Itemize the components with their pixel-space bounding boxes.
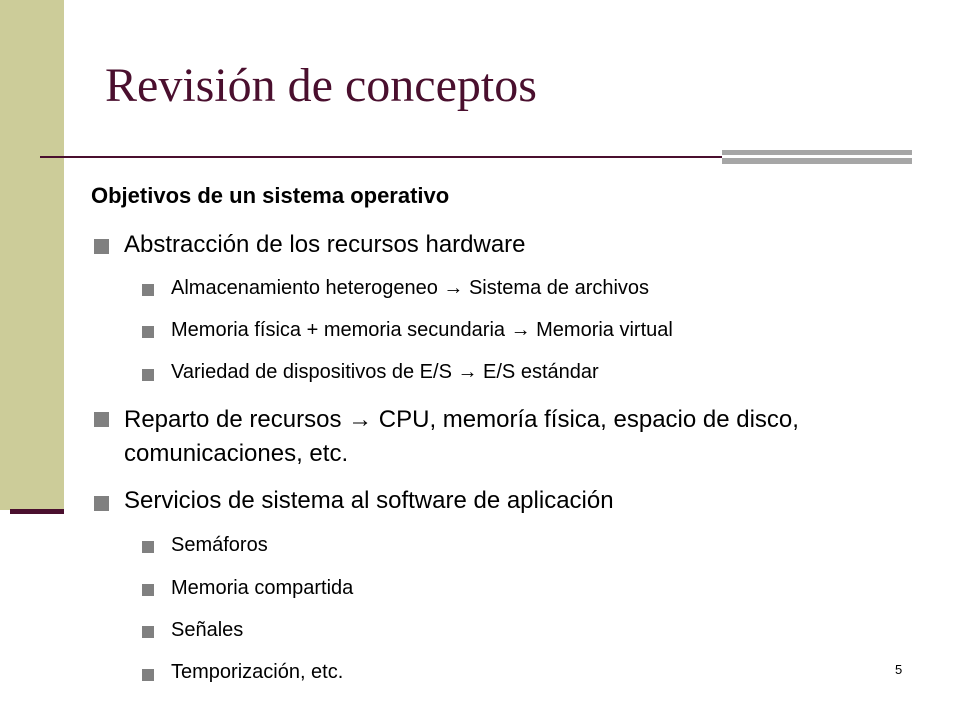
bullet-marker bbox=[142, 284, 154, 296]
bullet-marker bbox=[142, 584, 154, 596]
slide-title: Revisión de conceptos bbox=[105, 59, 537, 112]
bullet-marker bbox=[142, 369, 154, 381]
bullet-marker bbox=[142, 626, 154, 638]
bullet-marker bbox=[94, 412, 109, 427]
sub-bullet-item: Semáforos bbox=[171, 534, 268, 556]
left-sidebar-decoration bbox=[0, 0, 64, 510]
page-number: 5 bbox=[895, 662, 903, 677]
bullet-marker bbox=[142, 541, 154, 553]
sub-bullet-item: Señales bbox=[171, 619, 244, 641]
sub-bullet-item: Memoria compartida bbox=[171, 577, 354, 599]
bullet-marker bbox=[94, 239, 109, 254]
sub-bullet-item: Almacenamiento heterogeneo → Sistema de archivos bbox=[171, 277, 650, 299]
bullet-item: Servicios de sistema al software de aplicación bbox=[124, 487, 614, 514]
title-underline-accent-gap bbox=[722, 155, 912, 158]
bullet-marker bbox=[142, 326, 154, 338]
sub-bullet-item: Memoria física + memoria secundaria → Memoria virtual bbox=[171, 319, 673, 341]
sub-bullet-item: Temporización, etc. bbox=[171, 661, 344, 683]
bullet-item: Abstracción de los recursos hardware bbox=[124, 231, 526, 258]
bullet-marker bbox=[142, 669, 154, 681]
section-heading: Objetivos de un sistema operativo bbox=[91, 183, 450, 208]
bullet-item: Reparto de recursos → CPU, memoría física, espacio de disco, comunicaciones, etc. bbox=[124, 406, 799, 467]
sidebar-accent-line bbox=[10, 509, 64, 514]
sub-bullet-item: Variedad de dispositivos de E/S → E/S estándar bbox=[171, 361, 599, 383]
bullet-marker bbox=[94, 496, 109, 511]
